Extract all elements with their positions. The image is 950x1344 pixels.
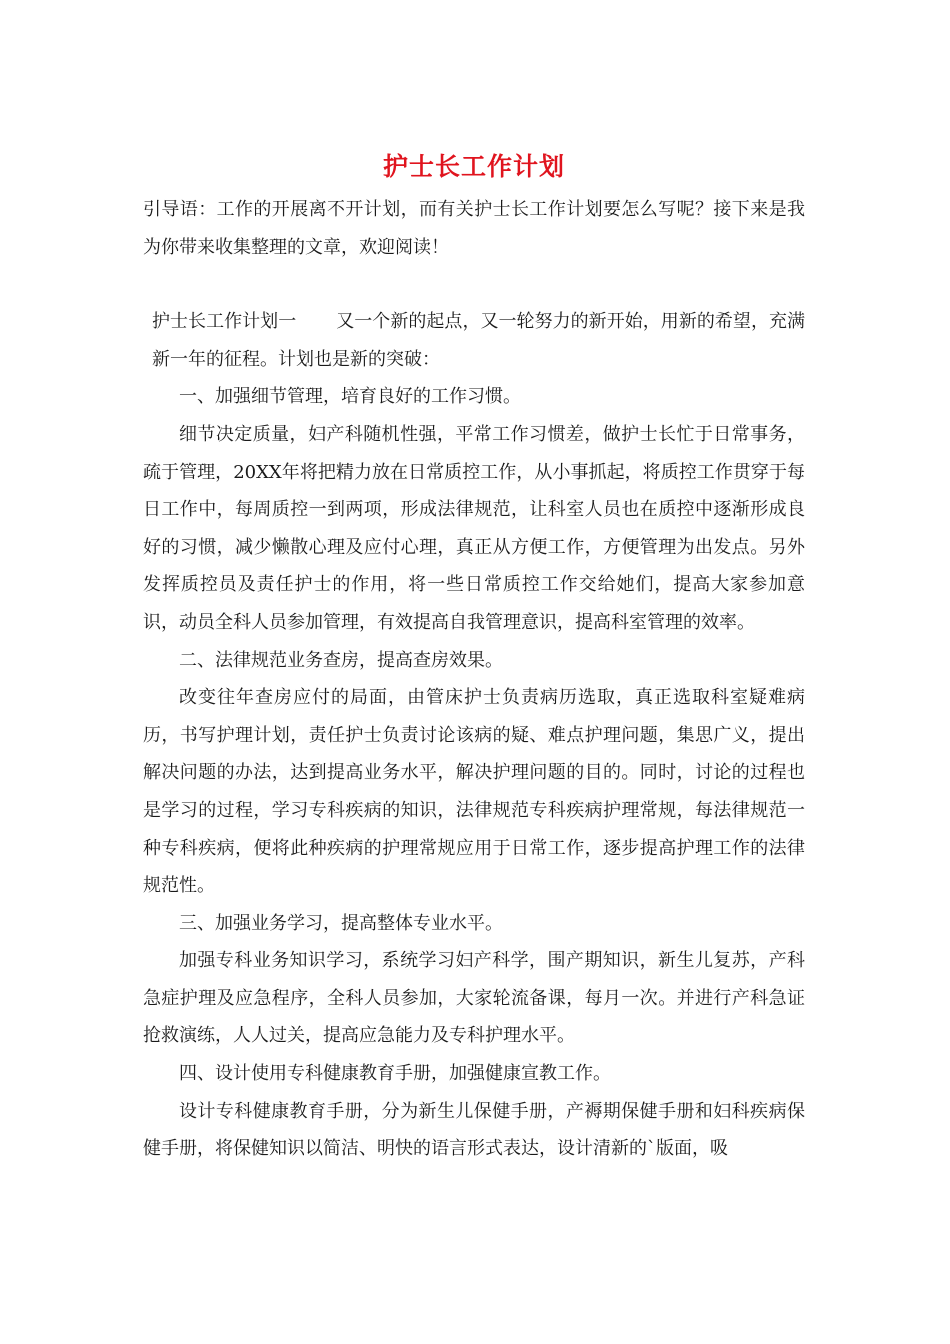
- section-body-1: 细节决定质量，妇产科随机性强，平常工作习惯差，做护士长忙于日常事务，疏于管理，20XX年将把精力放在日常质控工作，从小事抓起，将质控工作贯穿于每日工作中，每周质控一到两项，形成法律规范，让科室人员也在质控中逐渐形成良好的习惯，减少懒散心理及应付心理，真正从方便工作，方便管理为出发点。另外发挥质控员及责任护士的作用，将一些日常质控工作交给她们，提高大家参加意识，动员全科人员参加管理，有效提高自我管理意识，提高科室管理的效率。: [143, 423, 805, 633]
- blank-line: [143, 266, 805, 303]
- plan-label: 护士长工作计划一: [152, 311, 297, 333]
- plan-opening: 又一个新的起点，又一轮努力的新开始，用新的希望，充满新一年的征程。计划也是新的突破：: [152, 311, 806, 370]
- intro-paragraph: 引导语：工作的开展离不开计划，而有关护士长工作计划要怎么写呢？接下来是我为你带来收集整理的文章，欢迎阅读！: [143, 199, 805, 258]
- document-page: [143, 148, 805, 1168]
- plan-heading-paragraph: [143, 303, 805, 378]
- section-heading-2: 二、法律规范业务查房，提高查房效果。: [179, 649, 503, 671]
- section-body-4: 设计专科健康教育手册，分为新生儿保健手册，产褥期保健手册和妇科疾病保健手册，将保健知识以简洁、明快的语言形式表达，设计清新的`版面，吸: [143, 1100, 805, 1160]
- section-heading-1: 一、加强细节管理，培育良好的工作习惯。: [179, 386, 521, 408]
- section-body-2: 改变往年查房应付的局面，由管床护士负责病历选取，真正选取科室疑难病历，书写护理计划，责任护士负责讨论该病的疑、难点护理问题，集思广义，提出解决问题的办法，达到提高业务水平，解决护理问题的目的。同时，讨论的过程也是学习的过程，学习专科疾病的知识，法律规范专科疾病护理常规，每法律规范一种专科疾病，便将此种疾病的护理常规应用于日常工作，逐步提高护理工作的法律规范性。: [143, 687, 805, 897]
- section-heading-4: 四、设计使用专科健康教育手册，加强健康宣教工作。: [179, 1063, 611, 1085]
- section-heading-3: 三、加强业务学习，提高整体专业水平。: [179, 912, 503, 934]
- document-title: 护士长工作计划: [382, 152, 565, 181]
- section-body-3: 加强专科业务知识学习，系统学习妇产科学，围产期知识，新生儿复苏，产科急症护理及应急程序，全科人员参加，大家轮流备课，每月一次。并进行产科急证抢救演练，人人过关，提高应急能力及专科护理水平。: [143, 950, 805, 1047]
